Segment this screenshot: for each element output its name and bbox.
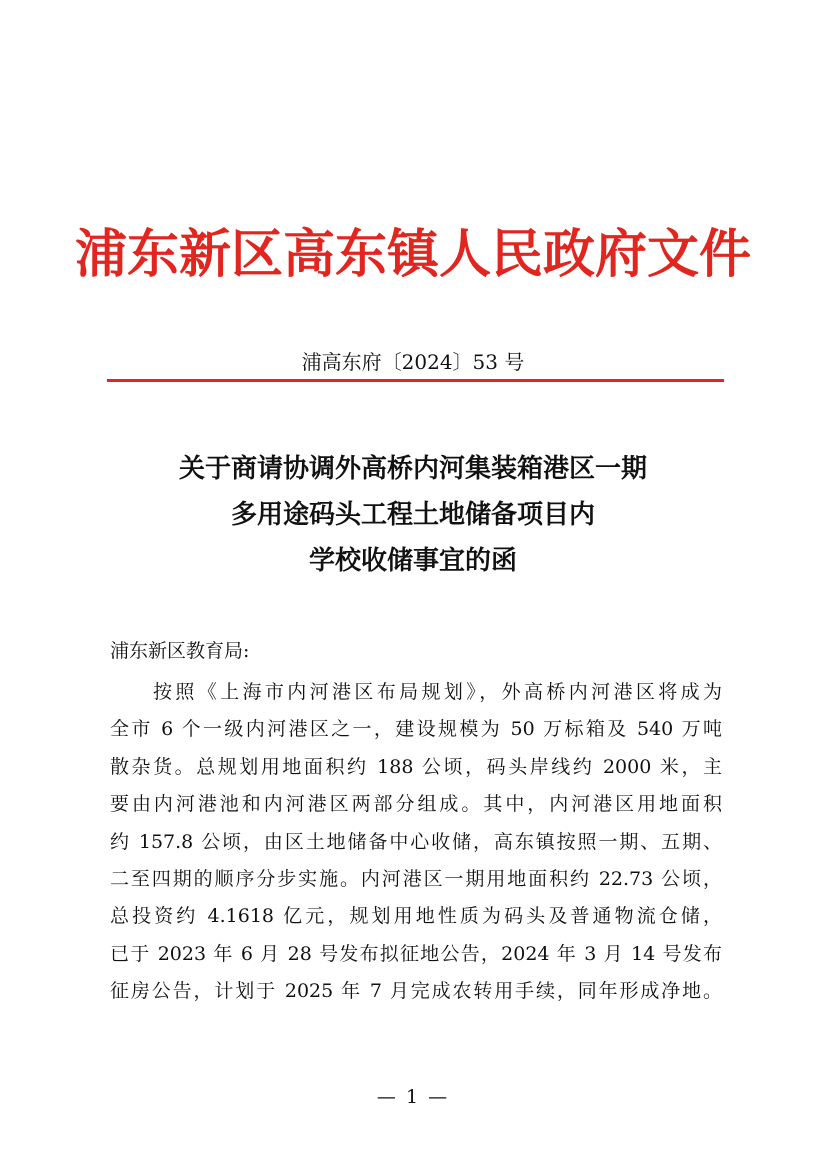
body-paragraph bbox=[110, 674, 722, 1011]
subject-line: 学校收储事宜的函 bbox=[308, 546, 517, 576]
body-line: 全市 6 个一级内河港区之一，建设规模为 50 万标箱及 540 万吨 bbox=[110, 718, 722, 741]
subject-line: 关于商请协调外高桥内河集装箱港区一期 bbox=[178, 454, 647, 484]
document-number: 浦高东府〔2024〕53 号 bbox=[301, 350, 525, 374]
body-line: 散杂货。总规划用地面积约 188 公顷，码头岸线约 2000 米，主 bbox=[110, 755, 722, 778]
body-line: 约 157.8 公顷，由区土地储备中心收储，高东镇按照一期、五期、 bbox=[110, 830, 722, 853]
page-number: — 1 — bbox=[376, 1086, 450, 1108]
issuing-authority-title: 浦东新区高东镇人民政府文件 bbox=[74, 224, 751, 285]
salutation: 浦东新区教育局: bbox=[110, 640, 250, 662]
subject-line: 多用途码头工程土地储备项目内 bbox=[230, 500, 595, 530]
body-line: 二至四期的顺序分步实施。内河港区一期用地面积约 22.73 公顷， bbox=[110, 867, 722, 890]
body-line: 已于 2023 年 6 月 28 号发布拟征地公告，2024 年 3 月 14 号发布 bbox=[110, 942, 722, 965]
body-line: 征房公告，计划于 2025 年 7 月完成农转用手续，同年形成净地。 bbox=[110, 980, 722, 1003]
letter-subject bbox=[0, 446, 826, 584]
body-line: 要由内河港池和内河港区两部分组成。其中，内河港区用地面积 bbox=[110, 793, 722, 816]
red-divider-line bbox=[107, 379, 724, 382]
body-line: 总投资约 4.1618 亿元，规划用地性质为码头及普通物流仓储， bbox=[110, 905, 722, 928]
body-line: 按照《上海市内河港区布局规划》，外高桥内河港区将成为 bbox=[153, 681, 722, 703]
